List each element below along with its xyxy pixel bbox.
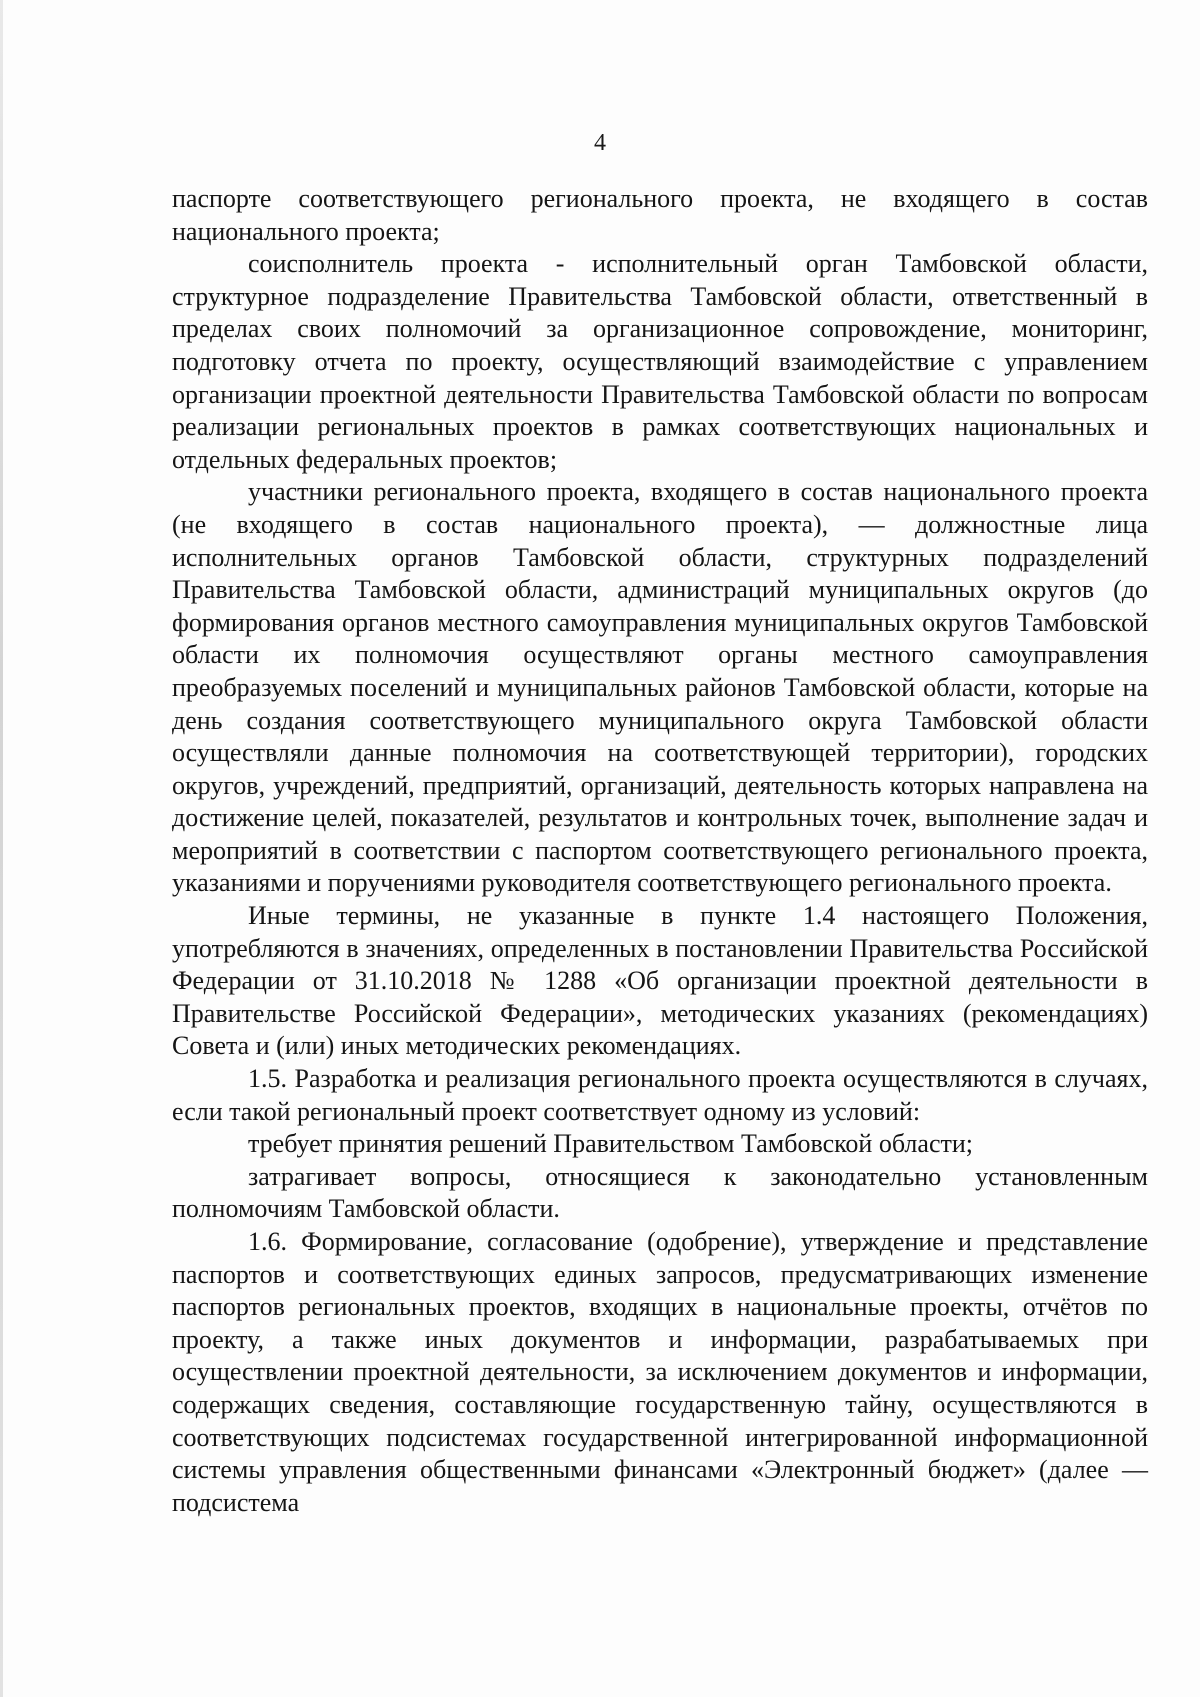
- paragraph-condition-1: требует принятия решений Правительством Тамбовской области;: [248, 1129, 973, 1159]
- document-body: [172, 183, 1148, 1519]
- paragraph-other-terms: Иные термины, не указанные в пункте 1.4 настоящего Положения, употребляются в значениях, определенных в постановлении Правительства Российской Федерации от 31.10.2018 № 1288 «Об организации проектной деятельности в Правительстве Российской Федерации», методических указаниях (рекомендациях) Совета и (или) иных методических рекомендациях.: [172, 901, 1148, 1061]
- page-number: 4: [594, 130, 606, 156]
- scan-edge: [0, 0, 3, 1697]
- paragraph-co-executor: соисполнитель проекта - исполнительный орган Тамбовской области, структурное подразделение Правительства Тамбовской области, ответственный в пределах своих полномочий за организационное сопровождение, мониторинг, подготовку отчета по проекту, осуществляющий взаимодействие с управлением организации проектной деятельности Правительства Тамбовской области по вопросам реализации региональных проектов в рамках соответствующих национальных и отдельных федеральных проектов;: [172, 249, 1148, 474]
- paragraph-continuation: паспорте соответствующего регионального проекта, не входящего в состав национального проекта;: [172, 184, 1148, 246]
- paragraph-1-6: 1.6. Формирование, согласование (одобрение), утверждение и представление паспортов и соответствующих единых запросов, предусматривающих изменение паспортов региональных проектов, входящих в национальные проекты, отчётов по проекту, а также иных документов и информации, разрабатываемых при осуществлении проектной деятельности, за исключением документов и информации, содержащих сведения, составляющие государственную тайну, осуществляются в соответствующих подсистемах государственной интегрированной информационной системы управления общественными финансами «Электронный бюджет» (далее — подсистема: [172, 1227, 1148, 1517]
- paragraph-participants: участники регионального проекта, входящего в состав национального проекта (не входящего в состав национального проекта), — должностные лица исполнительных органов Тамбовской области, структурных подразделений Правительства Тамбовской области, администраций муниципальных округов (до формирования органов местного самоуправления муниципальных округов Тамбовской области их полномочия осуществляют органы местного самоуправления преобразуемых поселений и муниципальных районов Тамбовской области, которые на день создания соответствующего муниципального округа Тамбовской области осуществляли данные полномочия на соответствующей территории), городских округов, учреждений, предприятий, организаций, деятельность которых направлена на достижение целей, показателей, результатов и контрольных точек, выполнение задач и мероприятий в соответствии с паспортом соответствующего регионального проекта, указаниями и поручениями руководителя соответствующего регионального проекта.: [172, 477, 1148, 898]
- paragraph-condition-2: затрагивает вопросы, относящиеся к законодательно установленным полномочиям Тамбовской области.: [172, 1161, 1148, 1224]
- paragraph-1-5: 1.5. Разработка и реализация регионального проекта осуществляются в случаях, если такой региональный проект соответствует одному из условий:: [172, 1064, 1148, 1126]
